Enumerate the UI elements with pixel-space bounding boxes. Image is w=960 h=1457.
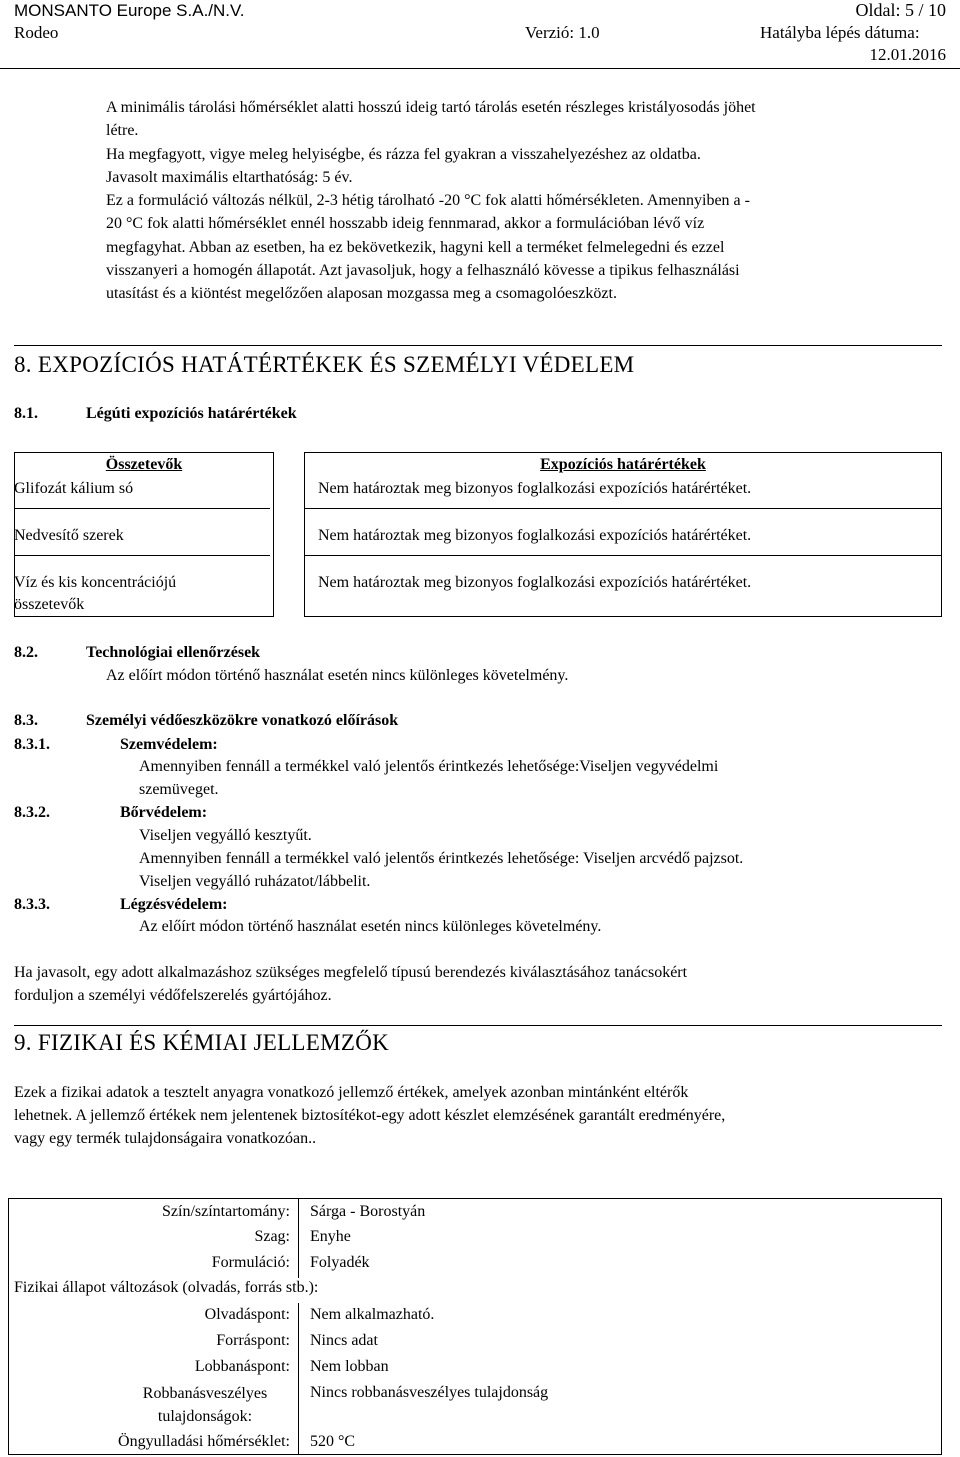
row-divider [14, 508, 270, 509]
section-8-3-2-text: Viseljen vegyálló ruházatot/lábbelit. [139, 873, 371, 890]
section-8-3-1-title: Szemvédelem: [120, 736, 218, 753]
version: Verzió: 1.0 [525, 23, 600, 42]
effective-date-label: Hatályba lépés dátuma: [760, 23, 920, 42]
row-divider [304, 508, 942, 509]
prop-value-explosive: Nincs robbanásveszélyes tulajdonság [310, 1384, 549, 1401]
page-number: Oldal: 5 / 10 [855, 0, 946, 20]
section-8-3-2-text: Amennyiben fennáll a termékkel való jelentős érintkezés lehetősége: Viseljen arcvédő pajzsot. [139, 850, 744, 867]
prop-key-odor: Szag: [254, 1228, 290, 1245]
page-header [0, 0, 960, 69]
storage-line: visszanyeri a homogén állapotát. Azt javasoljuk, hogy a felhasználó kövesse a tipikus felhasználási [106, 262, 740, 280]
prop-key-flash-point: Lobbanáspont: [194, 1358, 290, 1375]
section-divider [14, 1025, 942, 1026]
prop-key-explosive: Robbanásveszélyes tulajdonságok: [142, 1385, 268, 1425]
section-8-3-number: 8.3. [14, 712, 38, 729]
section-8-3-1-text: szemüveget. [139, 781, 219, 798]
row-divider [14, 555, 270, 556]
prop-key-formulation: Formuláció: [211, 1254, 290, 1271]
section-8-1-number: 8.1. [14, 405, 38, 422]
section-8-3-2-title: Bőrvédelem: [120, 804, 208, 821]
section-8-title: 8. EXPOZÍCIÓS HATÁTÉRTÉKEK ÉS SZEMÉLYI VÉDELEM [14, 352, 635, 377]
component-row-2: Nedvesítő szerek [14, 527, 124, 544]
prop-value-flash-point: Nem lobban [310, 1358, 389, 1375]
section-8-2-number: 8.2. [14, 644, 38, 661]
company-name: MONSANTO Europe S.A./N.V. [14, 1, 245, 20]
section-9-title: 9. FIZIKAI ÉS KÉMIAI JELLEMZŐK [14, 1030, 390, 1055]
prop-value-color: Sárga - Borostyán [310, 1203, 426, 1220]
limit-row-2: Nem határoztak meg bizonyos foglalkozási expozíciós határértéket. [318, 527, 752, 544]
section-9-intro: lehetnek. A jellemző értékek nem jelentenek biztosítékot-egy adott készlet elemzésének garantált eredményére, [14, 1107, 726, 1124]
prop-key-state-changes: Fizikai állapot változások (olvadás, forrás stb.): [14, 1279, 319, 1296]
component-row-1: Glifozát kálium só [14, 480, 134, 497]
ppe-advice: forduljon a személyi védőfelszerelés gyártójához. [14, 987, 332, 1004]
prop-value-autoignition: 520 °C [310, 1433, 356, 1450]
section-8-1-title: Légúti expozíciós határértékek [86, 405, 297, 422]
section-8-3-3-number: 8.3.3. [14, 896, 50, 913]
components-header: Összetevők [105, 456, 183, 473]
section-divider [14, 345, 942, 346]
prop-value-melting-point: Nem alkalmazható. [310, 1306, 435, 1323]
prop-value-formulation: Folyadék [310, 1254, 370, 1271]
storage-line: 20 °C fok alatti hőmérséklet ennél hosszabb ideig fennmarad, akkor a formulációban lévő víz [106, 215, 705, 233]
prop-key-autoignition: Öngyulladási hőmérséklet: [118, 1433, 290, 1450]
section-8-3-2-number: 8.3.2. [14, 804, 50, 821]
storage-line: létre. [106, 122, 139, 140]
storage-line: utasítást és a kiöntést megelőzően alaposan mozgassa meg a csomagolóeszközt. [106, 285, 617, 303]
section-9-intro: vagy egy termék tulajdonságaira vonatkozóan.. [14, 1130, 317, 1147]
section-8-3-3-text: Az előírt módon történő használat esetén nincs különleges követelmény. [139, 918, 602, 935]
limits-header: Expozíciós határértékek [540, 456, 706, 473]
storage-line: A minimális tárolási hőmérséklet alatti hosszú ideig tartó tárolás esetén részleges kristályosodás jöhet [106, 99, 756, 116]
column-divider [298, 1303, 299, 1455]
section-8-3-3-title: Légzésvédelem: [120, 896, 228, 913]
product-name: Rodeo [14, 23, 59, 42]
storage-line: Ez a formuláció változás nélkül, 2-3 hétig tárolható -20 °C fok alatti hőmérsékleten. Amennyiben a - [106, 192, 750, 210]
row-divider [304, 555, 942, 556]
storage-paragraph [106, 96, 946, 306]
prop-value-boiling-point: Nincs adat [310, 1332, 378, 1349]
storage-line: Ha megfagyott, vigye meleg helyiségbe, és rázza fel gyakran a visszahelyezéshez az oldatba. [106, 145, 701, 163]
section-8-2-title: Technológiai ellenőrzések [86, 644, 261, 661]
section-8-2-text: Az előírt módon történő használat esetén nincs különleges követelmény. [106, 667, 569, 684]
section-9-intro: Ezek a fizikai adatok a tesztelt anyagra vonatkozó jellemző értékek, amelyek azonban mintánként eltérők [14, 1084, 689, 1101]
prop-key-boiling-point: Forráspont: [216, 1332, 290, 1349]
section-8-3-title: Személyi védőeszközökre vonatkozó előírások [86, 712, 399, 729]
effective-date: 12.01.2016 [869, 45, 946, 64]
section-8-3-1-number: 8.3.1. [14, 736, 50, 753]
component-row-3: Víz és kis koncentrációjú összetevők [14, 574, 177, 613]
section-8-3-1-text: Amennyiben fennáll a termékkel való jelentős érintkezés lehetősége:Viseljen vegyvédelmi [139, 758, 719, 775]
prop-key-color: Szín/színtartomány: [162, 1203, 290, 1220]
limit-row-1: Nem határoztak meg bizonyos foglalkozási expozíciós határértéket. [318, 480, 752, 497]
column-divider [298, 1198, 299, 1278]
prop-key-melting-point: Olvadáspont: [204, 1306, 290, 1323]
ppe-advice: Ha javasolt, egy adott alkalmazáshoz szükséges megfelelő típusú berendezés kiválasztásához tanácsokért [14, 964, 688, 981]
storage-line: Javasolt maximális eltarthatóság: 5 év. [106, 168, 353, 186]
prop-value-odor: Enyhe [310, 1228, 351, 1245]
limit-row-3: Nem határoztak meg bizonyos foglalkozási expozíciós határértéket. [318, 574, 752, 591]
section-8-3-2-text: Viseljen vegyálló kesztyűt. [139, 827, 312, 844]
storage-line: megfagyhat. Abban az esetben, ha ez bekövetkezik, hagyni kell a terméket felmelegedni és ezzel [106, 238, 725, 256]
